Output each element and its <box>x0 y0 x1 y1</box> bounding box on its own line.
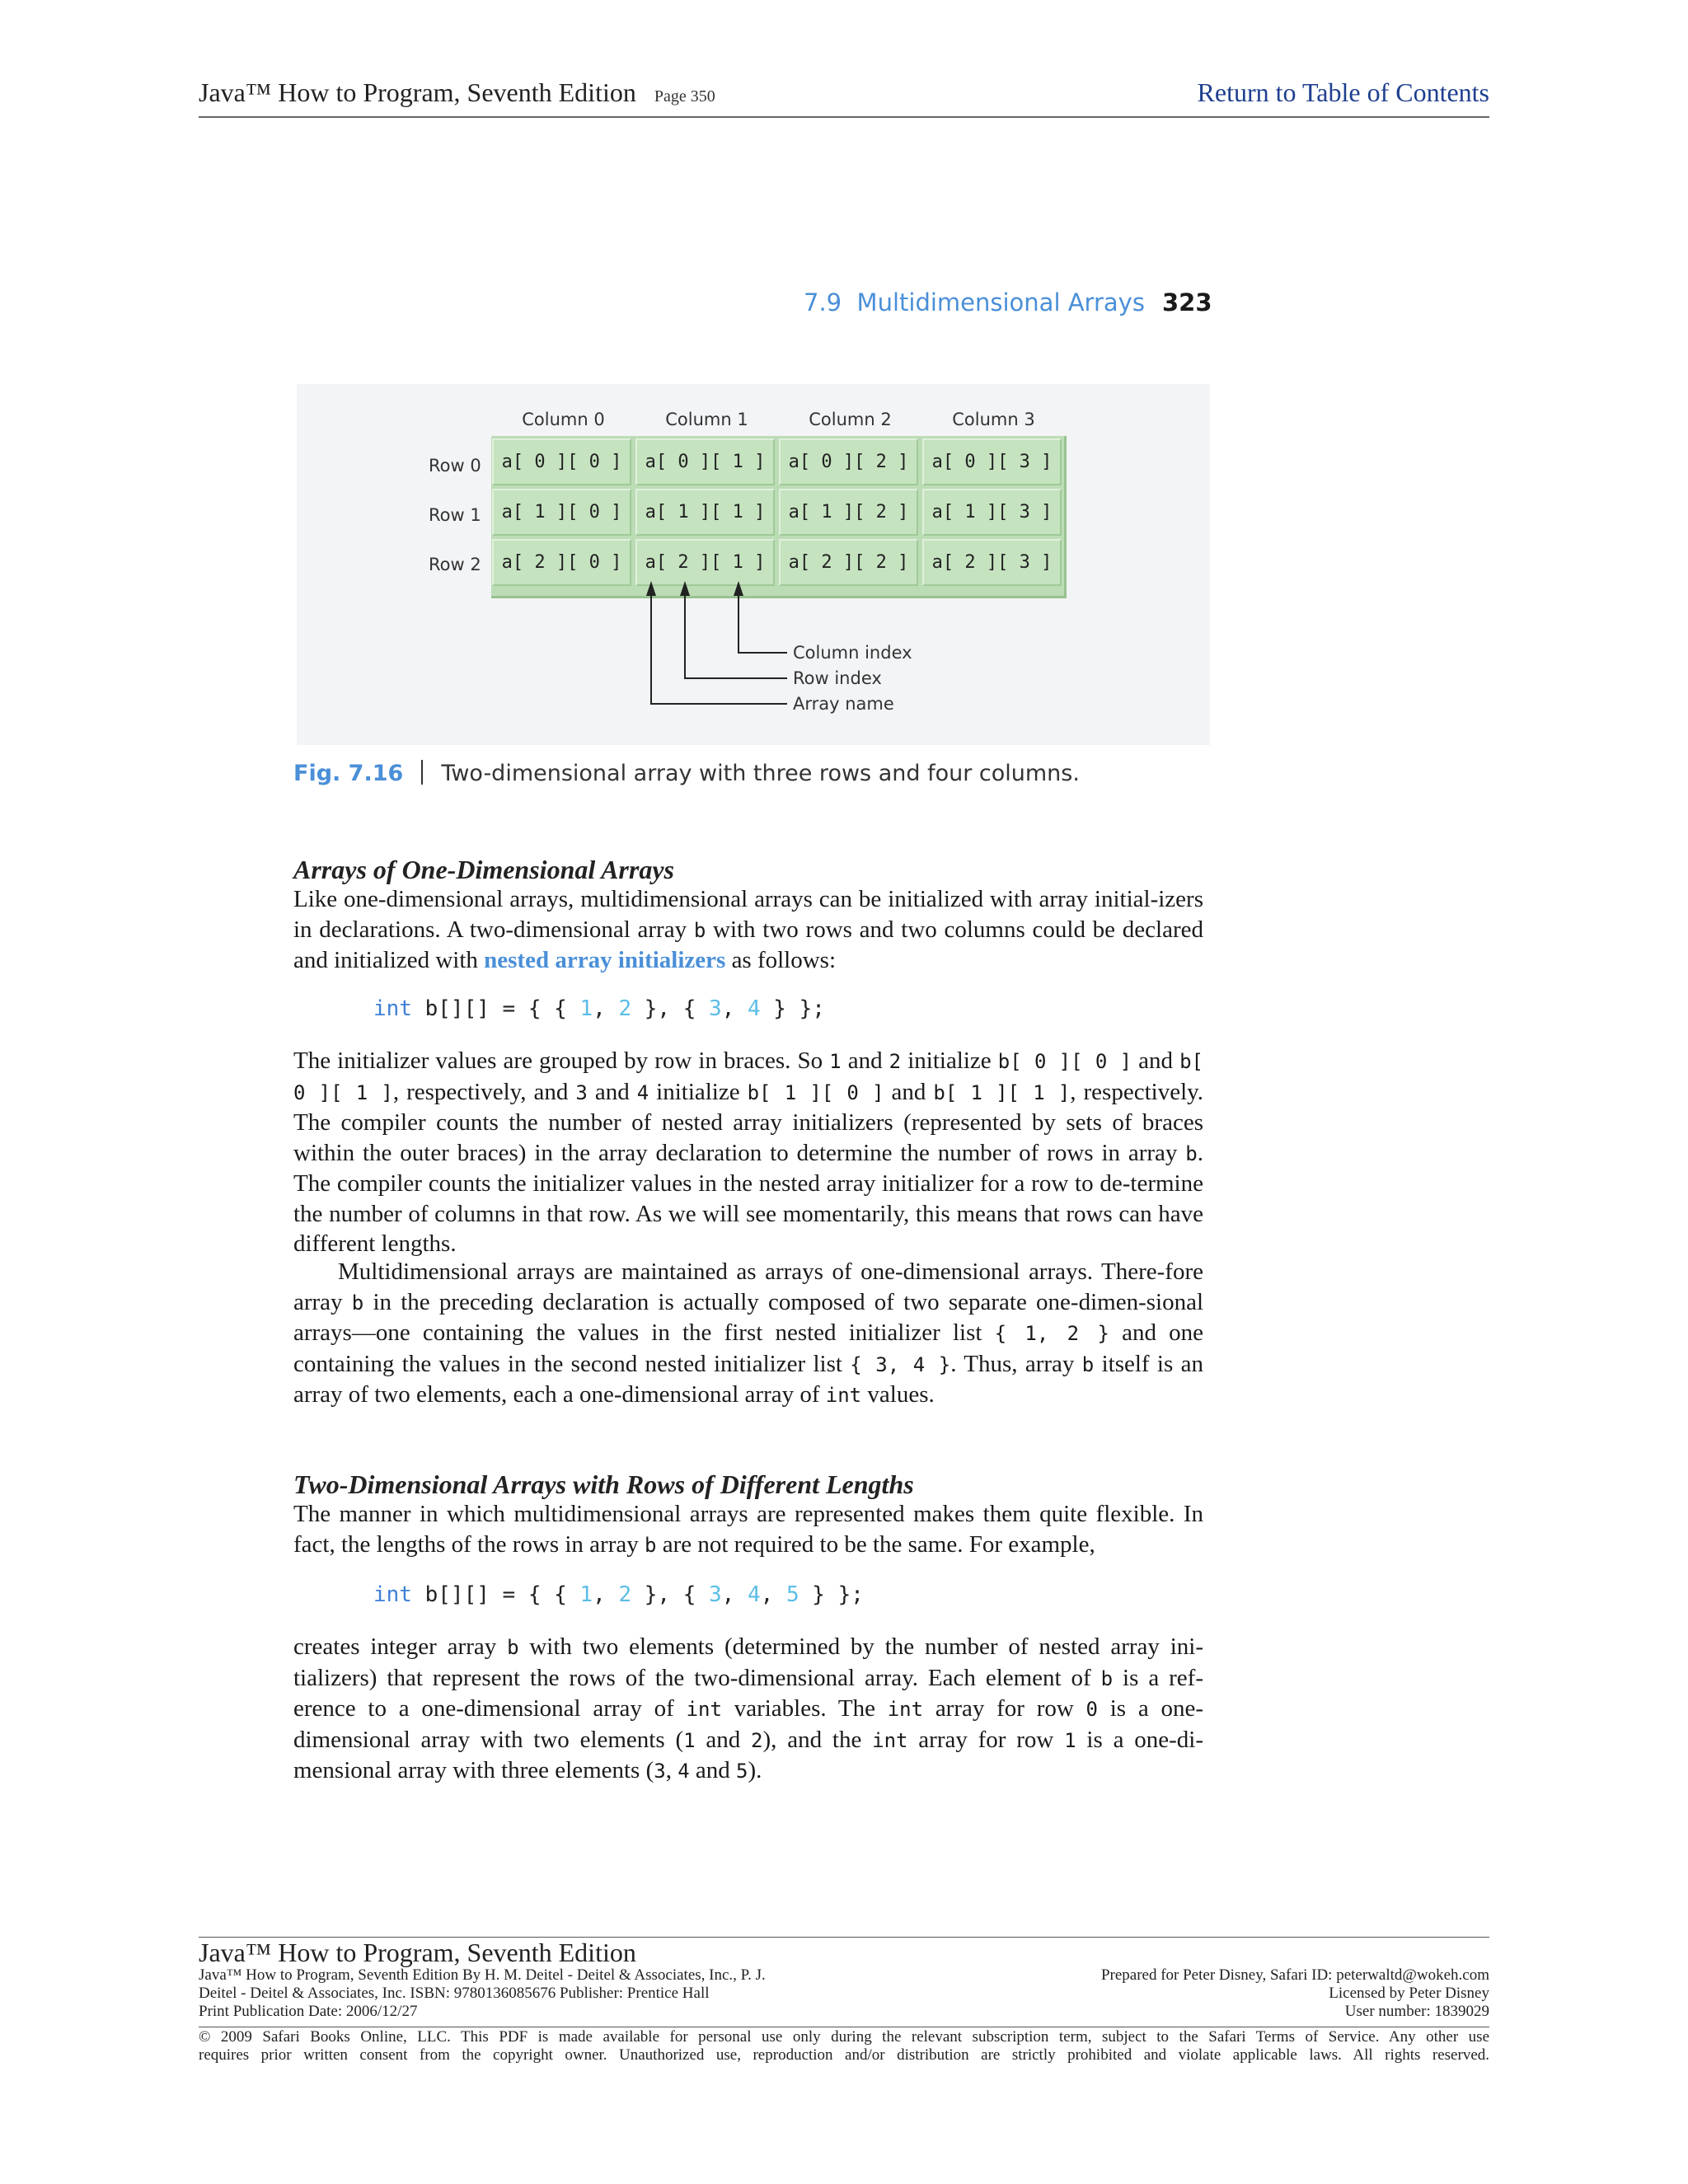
copyright-line: © 2009 Safari Books Online, LLC. This PDF is made available for personal use only during the relevant subscription term, subject to the Safari Terms of Service. Any other use <box>199 2028 1489 2046</box>
paragraph-text: array for row <box>923 1695 1086 1722</box>
array-cell: a[ 1 ][ 1 ] <box>635 489 775 536</box>
code-literal: 4 <box>747 1582 761 1607</box>
paragraph-text: and <box>695 1726 752 1753</box>
inline-code: b[ 0 ][ 1 ] <box>293 1050 1204 1104</box>
footer-line: User number: 1839029 <box>1344 2003 1489 2020</box>
footer-line: Java™ How to Program, Seventh Edition By H. M. Deitel - Deitel & Associates, Inc., P. J. <box>199 1966 766 1984</box>
paragraph-text: with two elements (determined by the number of nested array ini-tializers) that represent the rows of the two-dimensional array. Each element of <box>293 1633 1203 1691</box>
paragraph-text: and <box>587 1078 637 1105</box>
paragraph-text: , <box>665 1757 678 1783</box>
code-literal: 4 <box>747 996 761 1021</box>
footer-publication-info <box>199 1966 766 2021</box>
inline-code: b <box>645 1533 657 1557</box>
code-text: }, { <box>631 1582 710 1607</box>
paragraph-text: as follows: <box>725 947 837 973</box>
footer-line: Print Publication Date: 2006/12/27 <box>199 2003 418 2020</box>
paragraph <box>293 1046 1203 1259</box>
inline-code: b <box>1100 1666 1114 1690</box>
array-cell: a[ 0 ][ 2 ] <box>779 438 918 485</box>
array-cell: a[ 1 ][ 2 ] <box>779 489 918 536</box>
column-index-arrow-icon <box>734 581 743 596</box>
paragraph-text: creates integer array <box>293 1633 508 1660</box>
inline-code: b[ 0 ][ 0 ] <box>997 1050 1132 1073</box>
inline-code: int <box>686 1698 722 1721</box>
code-literal: 3 <box>709 1582 722 1607</box>
paragraph <box>293 1257 1203 1411</box>
inline-code: int <box>825 1384 862 1407</box>
array-name-label: Array name <box>793 694 894 714</box>
inline-code: 2 <box>889 1050 902 1073</box>
figure-number: Fig. 7.16 <box>293 761 404 786</box>
code-text: }, { <box>631 996 710 1021</box>
copyright-line: requires prior written consent from the copyright owner. Unauthorized use, reproduction and/or distribution are strictly prohibited and violate applicable laws. All rights reserved. <box>199 2046 1489 2064</box>
paragraph-text: Like one-dimensional arrays, multidimensional arrays can be initialized with array initial-izers in declarations. A two-dimensional array <box>293 886 1203 943</box>
figure-caption <box>293 760 1080 786</box>
paragraph <box>293 1499 1203 1560</box>
code-text: } }; <box>760 996 825 1021</box>
paragraph-text: and <box>1132 1047 1180 1074</box>
code-text: , <box>721 1582 748 1607</box>
column-index-label: Column index <box>793 643 912 663</box>
column-index-line <box>738 595 787 653</box>
section-heading: Arrays of One-Dimensional Arrays <box>293 855 674 884</box>
paragraph-text: and <box>689 1757 737 1783</box>
paragraph-text: initialize <box>649 1078 748 1105</box>
code-literal: 1 <box>579 996 593 1021</box>
paragraph-text: and <box>841 1047 889 1074</box>
paragraph-text: with two rows and two columns could be declared and initialized with <box>293 916 1203 973</box>
paragraph-text: , respectively. The compiler counts the number of nested array initializers (represented by sets of braces within the outer braces) in the array declaration to determine the number of rows in array <box>293 1078 1203 1166</box>
inline-code: b <box>507 1636 519 1659</box>
paragraph-text: itself is an array of two elements, each a one-dimensional array of <box>293 1350 1203 1408</box>
header-page-number: Page 350 <box>654 87 715 105</box>
paragraph-text: initialize <box>901 1047 998 1074</box>
array-cell: a[ 1 ][ 3 ] <box>922 489 1062 536</box>
column-header-1: Column 1 <box>665 410 748 429</box>
array-cell: a[ 2 ][ 1 ] <box>635 539 775 586</box>
paragraph-text: , respectively, and <box>392 1078 576 1105</box>
section-heading: Two-Dimensional Arrays with Rows of Different Lengths <box>293 1469 914 1499</box>
code-text: , <box>593 1582 619 1607</box>
inline-code: 1 <box>683 1728 696 1752</box>
row-header-0: Row 0 <box>429 456 481 476</box>
header-title-text: Java™ How to Program, Seventh Edition <box>199 77 636 107</box>
code-keyword: int <box>373 1582 412 1607</box>
inline-code: 2 <box>751 1728 763 1752</box>
inline-code: { 1, 2 } <box>994 1322 1109 1345</box>
row-index-label: Row index <box>793 668 882 688</box>
paragraph-text: is a one-di-mensional array with three elements ( <box>293 1726 1203 1783</box>
code-literal: 2 <box>618 996 632 1021</box>
code-example <box>373 1582 864 1607</box>
inline-code: b <box>693 918 706 942</box>
paragraph-text: variables. The <box>721 1695 888 1722</box>
row-header-2: Row 2 <box>429 555 481 574</box>
inline-code: b <box>1081 1352 1095 1376</box>
code-literal: 5 <box>785 1582 799 1607</box>
code-literal: 3 <box>709 996 722 1021</box>
inline-code: b <box>1185 1141 1198 1165</box>
inline-code: b[ 1 ][ 1 ] <box>933 1080 1071 1104</box>
array-cell: a[ 0 ][ 0 ] <box>492 438 631 485</box>
paragraph-text: ), and the <box>762 1726 873 1753</box>
array-cell: a[ 0 ][ 1 ] <box>635 438 775 485</box>
figure-caption-text: Two-dimensional array with three rows and four columns. <box>441 761 1080 786</box>
array-cell: a[ 1 ][ 0 ] <box>492 489 631 536</box>
column-header-3: Column 3 <box>952 410 1035 429</box>
paragraph-text: are not required to be the same. For example, <box>656 1530 1095 1558</box>
code-literal: 2 <box>618 1582 632 1607</box>
paragraph-text: . Thus, array <box>950 1350 1082 1377</box>
column-header-2: Column 2 <box>809 410 892 429</box>
row-index-arrow-icon <box>680 581 690 596</box>
inline-code: int <box>872 1728 908 1752</box>
array-name-arrow-icon <box>646 581 656 596</box>
footer-book-title: Java™ How to Program, Seventh Edition <box>199 1938 636 1967</box>
paragraph-text: and one containing the values in the second nested initializer list <box>293 1319 1203 1377</box>
column-header-0: Column 0 <box>522 410 605 429</box>
caption-separator <box>421 760 423 785</box>
table-of-contents-link[interactable]: Return to Table of Contents <box>1197 77 1489 107</box>
inline-code: 0 <box>1085 1698 1098 1721</box>
paragraph-text: is a one-dimensional array with two elements ( <box>293 1695 1203 1753</box>
inline-code: 4 <box>636 1080 649 1104</box>
inline-code: 3 <box>575 1080 588 1104</box>
paragraph-text: . The compiler counts the initializer values in the nested array initializer for a row to de-termine the number of columns in that row. As we will see momentarily, this means that rows can have different lengths. <box>293 1139 1203 1257</box>
array-name-line <box>651 595 787 704</box>
inline-code: 3 <box>654 1760 666 1783</box>
inline-code: { 3, 4 } <box>850 1352 951 1376</box>
code-keyword: int <box>373 996 412 1021</box>
array-cell: a[ 2 ][ 2 ] <box>779 539 918 586</box>
inline-code: b[ 1 ][ 0 ] <box>747 1080 884 1104</box>
code-text: b[][] = { { <box>411 1582 580 1607</box>
array-cell: a[ 0 ][ 3 ] <box>922 438 1062 485</box>
paragraph-text: and <box>884 1078 934 1105</box>
row-header-1: Row 1 <box>429 505 481 525</box>
footer-copyright <box>199 2028 1489 2064</box>
code-text: , <box>593 996 619 1021</box>
row-index-line <box>685 595 787 678</box>
paragraph-text: is a ref-erence to a one-dimensional array of <box>293 1664 1203 1722</box>
paragraph <box>293 884 1203 976</box>
footer-line: Deitel - Deitel & Associates, Inc. ISBN: 9780136085676 Publisher: Prentice Hall <box>199 1985 710 2002</box>
inline-code: b <box>351 1291 364 1315</box>
running-head-section: 7.9 Multidimensional Arrays <box>804 288 1145 316</box>
code-example <box>373 996 825 1021</box>
code-text: } }; <box>799 1582 864 1607</box>
paragraph-text: The manner in which multidimensional arrays are represented makes them quite flexible. In fact, the lengths of the rows in array <box>293 1501 1203 1558</box>
running-head-page-number: 323 <box>1162 288 1212 316</box>
inline-code: 1 <box>829 1050 842 1073</box>
inline-code: 5 <box>736 1760 748 1783</box>
inline-code: int <box>887 1698 924 1721</box>
inline-code: 1 <box>1064 1728 1076 1752</box>
paragraph-text: values. <box>861 1381 935 1408</box>
code-text: b[][] = { { <box>411 996 580 1021</box>
paragraph-text: in the preceding declaration is actually composed of two separate one-dimen-sional arrays—one containing the values in the first nested initializer list <box>293 1288 1204 1346</box>
paragraph-text: ). <box>748 1757 762 1783</box>
key-term: nested array initializers <box>484 947 726 973</box>
inline-code: 4 <box>678 1760 690 1783</box>
array-cell: a[ 2 ][ 0 ] <box>492 539 631 586</box>
paragraph-text: array for row <box>907 1726 1065 1753</box>
footer-license-info <box>1101 1966 1489 2021</box>
paragraph <box>293 1632 1203 1787</box>
footer-line: Prepared for Peter Disney, Safari ID: peterwaltd@wokeh.com <box>1100 1966 1489 1984</box>
footer-line: Licensed by Peter Disney <box>1329 1985 1489 2002</box>
paragraph-text: Multidimensional arrays are maintained as arrays of one-dimensional arrays. There-fore array <box>293 1258 1203 1315</box>
array-cell: a[ 2 ][ 3 ] <box>922 539 1062 586</box>
paragraph-text: The initializer values are grouped by row in braces. So <box>293 1047 830 1074</box>
code-text: , <box>760 1582 786 1607</box>
code-text: , <box>721 996 748 1021</box>
code-literal: 1 <box>579 1582 593 1607</box>
